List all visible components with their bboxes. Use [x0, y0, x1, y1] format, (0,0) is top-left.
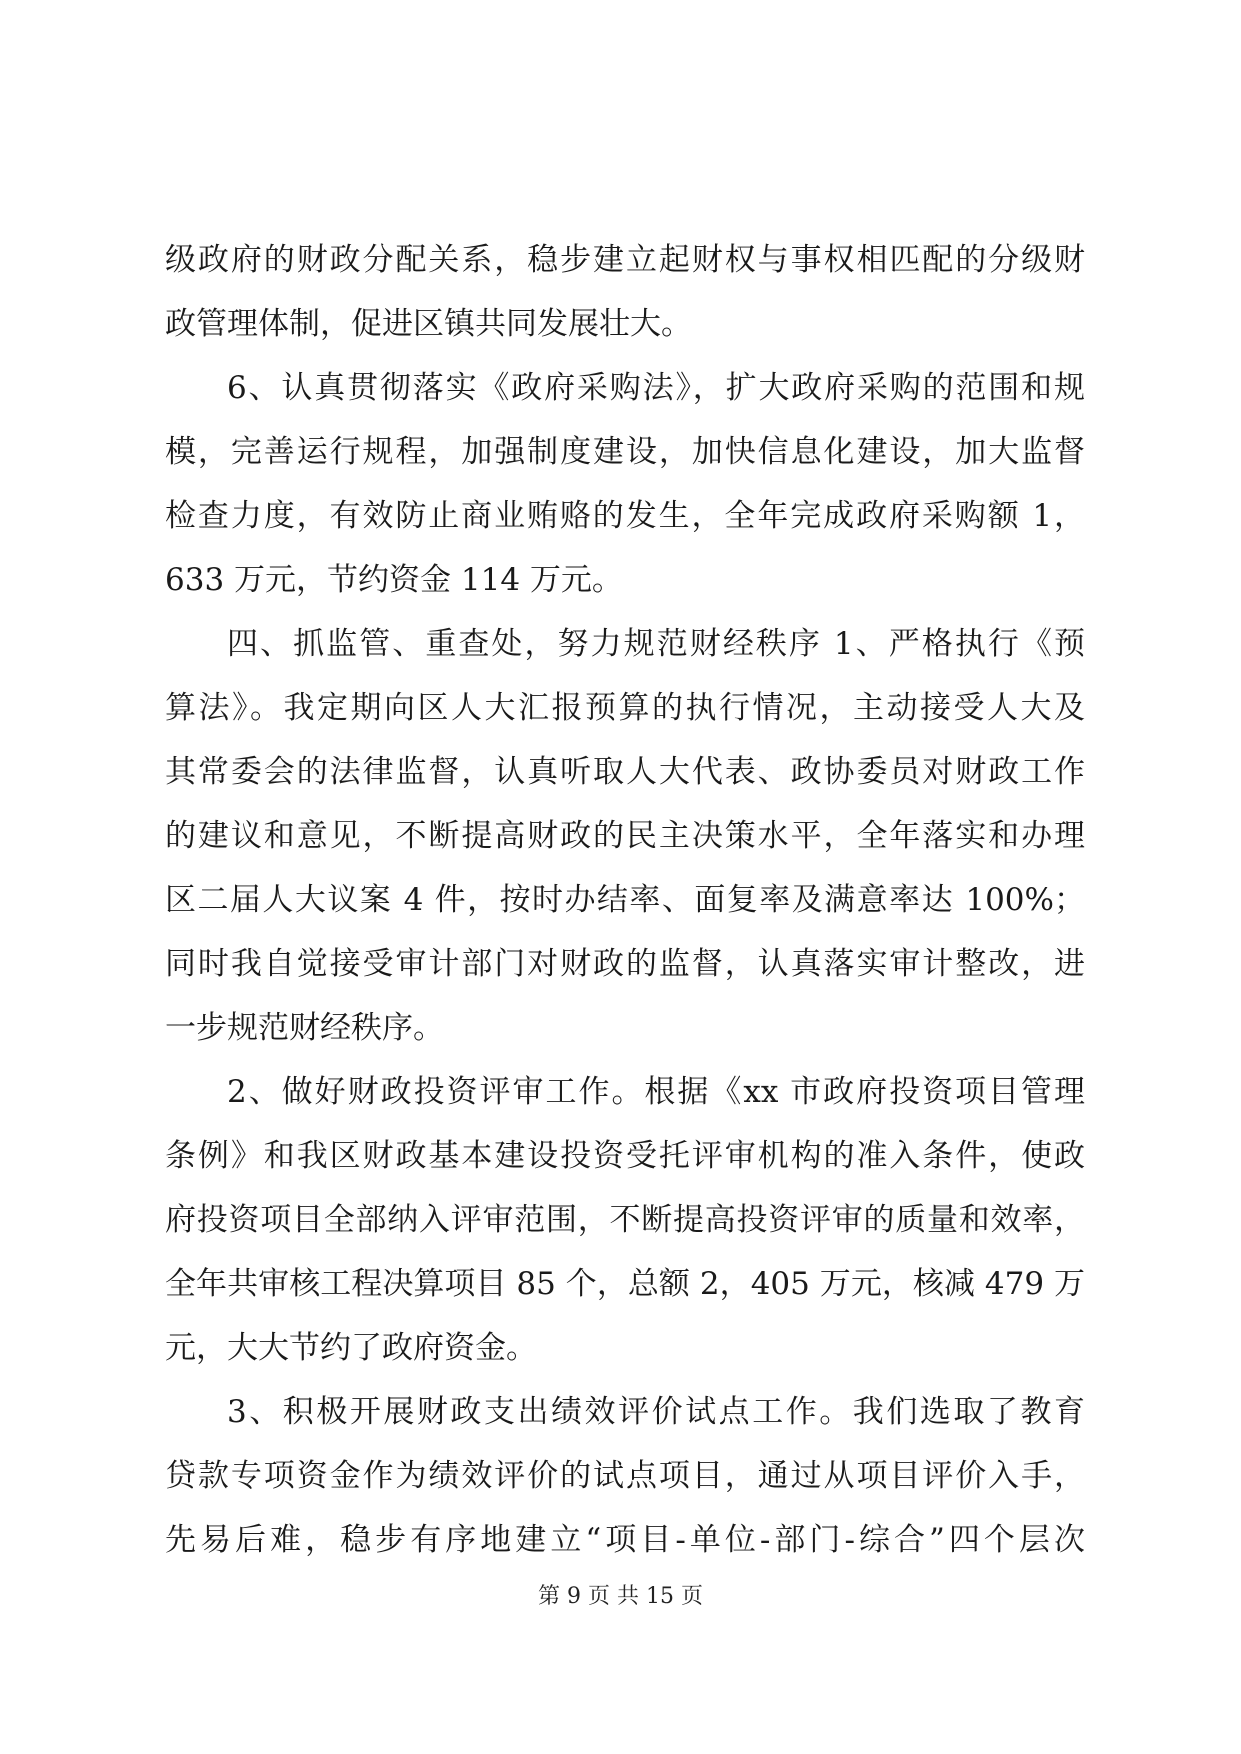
- text-line: 贷款专项资金作为绩效评价的试点项目，通过从项目评价入手，: [165, 1458, 1085, 1494]
- page-number-footer: 第 9 页 共 15 页: [538, 1584, 703, 1609]
- text-line: 检查力度，有效防止商业贿赂的发生，全年完成政府采购额 1，: [165, 498, 1085, 534]
- text-line: 元，大大节约了政府资金。: [165, 1330, 537, 1366]
- text-line: 政管理体制，促进区镇共同发展壮大。: [165, 306, 692, 342]
- text-line: 6、认真贯彻落实《政府采购法》，扩大政府采购的范围和规: [227, 370, 1085, 406]
- text-line: 的建议和意见，不断提高财政的民主决策水平，全年落实和办理: [165, 818, 1085, 854]
- text-line: 区二届人大议案 4 件，按时办结率、面复率及满意率达 100%；: [165, 882, 1085, 918]
- text-line: 算法》。我定期向区人大汇报预算的执行情况，主动接受人大及: [165, 690, 1085, 726]
- document-body: [165, 228, 1085, 1572]
- text-line: 3、积极开展财政支出绩效评价试点工作。我们选取了教育: [227, 1394, 1085, 1430]
- text-line: 633 万元，节约资金 114 万元。: [165, 562, 623, 598]
- text-line: 2、做好财政投资评审工作。根据《xx 市政府投资项目管理: [227, 1074, 1085, 1110]
- text-line: 模，完善运行规程，加强制度建设，加快信息化建设，加大监督: [165, 434, 1085, 470]
- text-line: 其常委会的法律监督，认真听取人大代表、政协委员对财政工作: [165, 754, 1085, 790]
- text-line: 四、抓监管、重查处，努力规范财经秩序 1、严格执行《预: [227, 626, 1085, 662]
- text-line: 同时我自觉接受审计部门对财政的监督，认真落实审计整改，进: [165, 946, 1085, 982]
- text-line: 全年共审核工程决算项目 85 个，总额 2，405 万元，核减 479 万: [165, 1266, 1085, 1302]
- text-line: 府投资项目全部纳入评审范围，不断提高投资评审的质量和效率，: [165, 1202, 1085, 1238]
- text-line: 先易后难，稳步有序地建立“项目-单位-部门-综合”四个层次: [165, 1522, 1085, 1558]
- text-line: 级政府的财政分配关系，稳步建立起财权与事权相匹配的分级财: [165, 242, 1085, 278]
- text-line: 条例》和我区财政基本建设投资受托评审机构的准入条件，使政: [165, 1138, 1085, 1174]
- text-line: 一步规范财经秩序。: [165, 1010, 444, 1046]
